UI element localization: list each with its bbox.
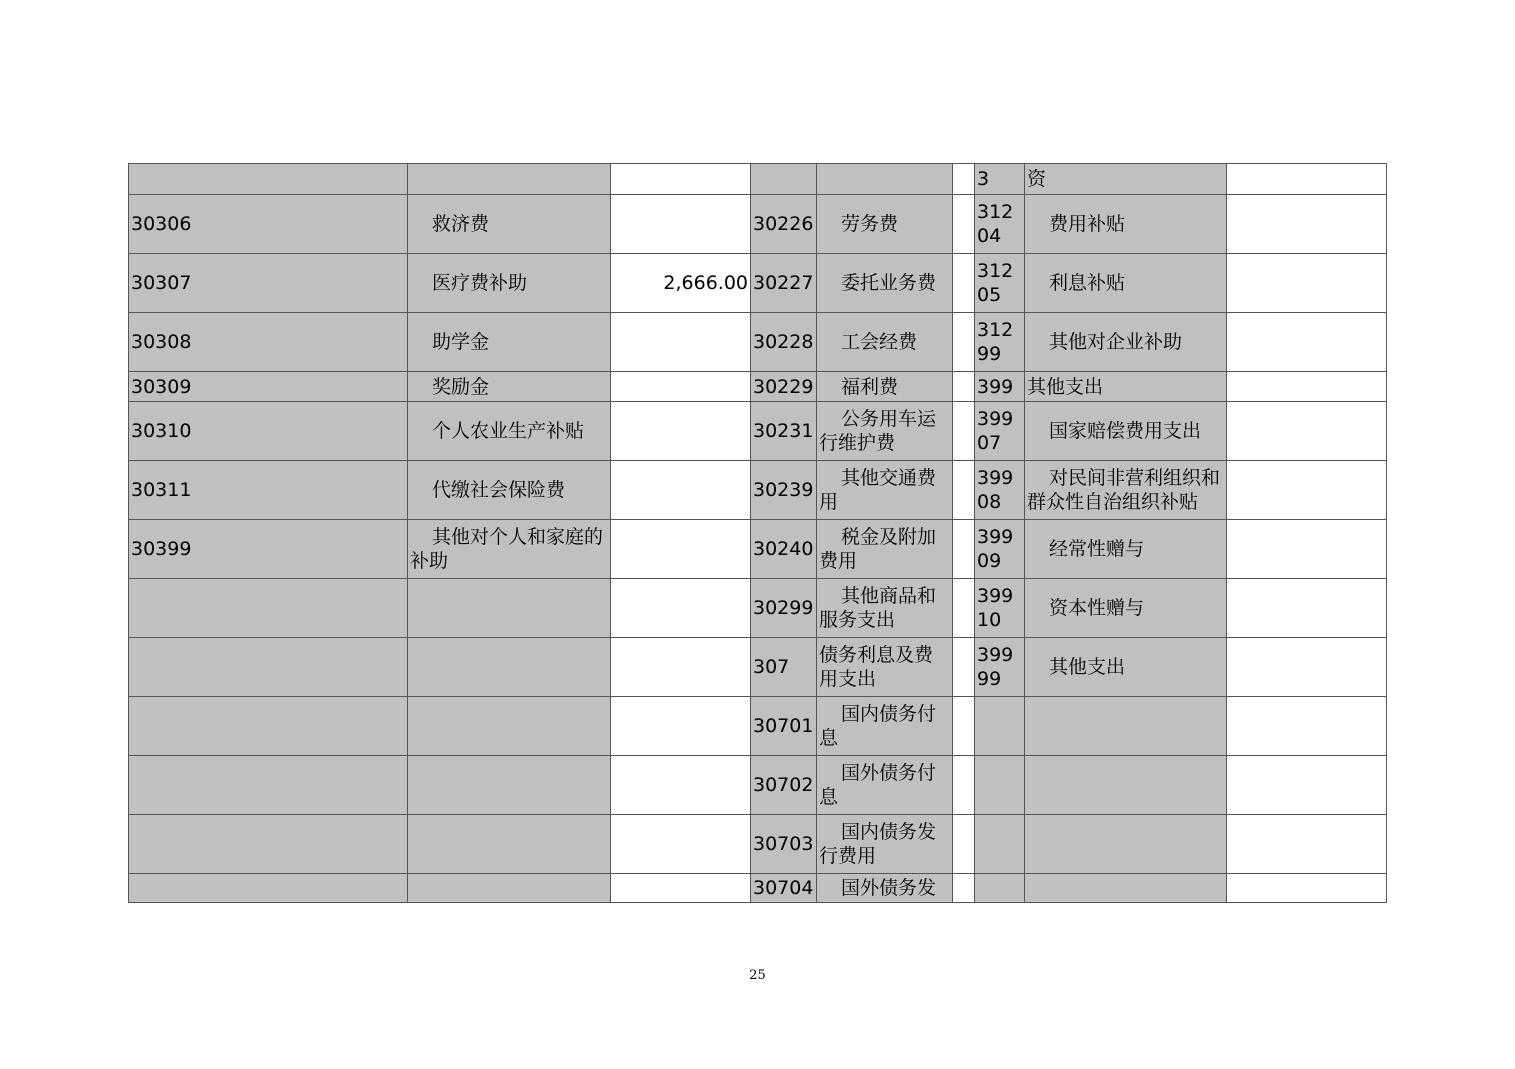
amount-cell <box>1227 461 1387 520</box>
amount-cell <box>611 697 751 756</box>
name-cell: 税金及附加费用 <box>817 520 953 579</box>
amount-cell <box>611 579 751 638</box>
code-cell <box>129 579 408 638</box>
code-cell: 30226 <box>751 195 817 254</box>
code-cell: 30231 <box>751 402 817 461</box>
code-cell: 30306 <box>129 195 408 254</box>
code-cell <box>129 815 408 874</box>
amount-cell <box>611 638 751 697</box>
table-row <box>129 372 1387 402</box>
code-cell <box>129 638 408 697</box>
code-cell: 31205 <box>975 254 1025 313</box>
table-row <box>129 579 1387 638</box>
name-cell: 其他商品和服务支出 <box>817 579 953 638</box>
name-cell <box>408 815 611 874</box>
name-cell: 其他支出 <box>1025 638 1227 697</box>
amount-cell <box>1227 254 1387 313</box>
budget-table <box>128 163 1387 903</box>
name-cell: 国外债务付息 <box>817 756 953 815</box>
name-cell: 个人农业生产补贴 <box>408 402 611 461</box>
amount-cell <box>953 164 975 195</box>
name-cell: 资 <box>1025 164 1227 195</box>
table-row <box>129 195 1387 254</box>
name-cell: 资本性赠与 <box>1025 579 1227 638</box>
code-cell: 39910 <box>975 579 1025 638</box>
amount-cell <box>1227 638 1387 697</box>
name-cell: 国外债务发 <box>817 874 953 903</box>
amount-cell <box>953 402 975 461</box>
code-cell: 399 <box>975 372 1025 402</box>
amount-cell <box>611 815 751 874</box>
code-cell: 39999 <box>975 638 1025 697</box>
code-cell: 30310 <box>129 402 408 461</box>
name-cell <box>817 164 953 195</box>
name-cell <box>408 579 611 638</box>
amount-cell <box>1227 313 1387 372</box>
code-cell: 30228 <box>751 313 817 372</box>
amount-cell <box>953 579 975 638</box>
name-cell <box>1025 756 1227 815</box>
amount-cell <box>1227 579 1387 638</box>
table-row <box>129 254 1387 313</box>
amount-cell <box>611 874 751 903</box>
code-cell: 30701 <box>751 697 817 756</box>
code-cell: 30299 <box>751 579 817 638</box>
name-cell: 其他对个人和家庭的补助 <box>408 520 611 579</box>
amount-cell <box>611 164 751 195</box>
amount-cell <box>953 254 975 313</box>
amount-cell <box>611 520 751 579</box>
amount-cell <box>1227 874 1387 903</box>
code-cell: 30227 <box>751 254 817 313</box>
code-cell: 30240 <box>751 520 817 579</box>
amount-cell <box>1227 164 1387 195</box>
name-cell: 奖励金 <box>408 372 611 402</box>
name-cell <box>408 638 611 697</box>
code-cell <box>129 756 408 815</box>
name-cell: 其他对企业补助 <box>1025 313 1227 372</box>
code-cell <box>129 874 408 903</box>
name-cell: 公务用车运行维护费 <box>817 402 953 461</box>
amount-cell <box>611 402 751 461</box>
code-cell: 30399 <box>129 520 408 579</box>
amount-cell <box>953 313 975 372</box>
table-row <box>129 815 1387 874</box>
code-cell: 30307 <box>129 254 408 313</box>
code-cell: 30703 <box>751 815 817 874</box>
name-cell <box>408 164 611 195</box>
code-cell: 39907 <box>975 402 1025 461</box>
table-row <box>129 313 1387 372</box>
name-cell: 医疗费补助 <box>408 254 611 313</box>
code-cell: 3 <box>975 164 1025 195</box>
code-cell <box>975 815 1025 874</box>
table-row <box>129 697 1387 756</box>
amount-cell <box>953 195 975 254</box>
amount-cell <box>953 815 975 874</box>
amount-cell <box>953 461 975 520</box>
name-cell <box>408 697 611 756</box>
code-cell: 31299 <box>975 313 1025 372</box>
code-cell: 39909 <box>975 520 1025 579</box>
code-cell: 30309 <box>129 372 408 402</box>
name-cell: 利息补贴 <box>1025 254 1227 313</box>
name-cell <box>408 756 611 815</box>
name-cell: 经常性赠与 <box>1025 520 1227 579</box>
code-cell <box>975 756 1025 815</box>
amount-cell <box>1227 520 1387 579</box>
name-cell: 债务利息及费用支出 <box>817 638 953 697</box>
amount-cell <box>1227 195 1387 254</box>
code-cell: 30229 <box>751 372 817 402</box>
amount-cell <box>1227 402 1387 461</box>
code-cell <box>751 164 817 195</box>
amount-cell: 2,666.00 <box>611 254 751 313</box>
table-row <box>129 638 1387 697</box>
code-cell: 39908 <box>975 461 1025 520</box>
amount-cell <box>611 313 751 372</box>
code-cell <box>975 874 1025 903</box>
amount-cell <box>953 756 975 815</box>
amount-cell <box>611 756 751 815</box>
name-cell: 劳务费 <box>817 195 953 254</box>
name-cell <box>1025 874 1227 903</box>
code-cell <box>975 697 1025 756</box>
amount-cell <box>1227 372 1387 402</box>
name-cell: 其他支出 <box>1025 372 1227 402</box>
name-cell <box>1025 697 1227 756</box>
table-row <box>129 402 1387 461</box>
name-cell: 委托业务费 <box>817 254 953 313</box>
name-cell: 国内债务付息 <box>817 697 953 756</box>
name-cell <box>1025 815 1227 874</box>
amount-cell <box>953 372 975 402</box>
table-row <box>129 756 1387 815</box>
name-cell: 对民间非营利组织和群众性自治组织补贴 <box>1025 461 1227 520</box>
code-cell: 31204 <box>975 195 1025 254</box>
table-row <box>129 164 1387 195</box>
amount-cell <box>611 461 751 520</box>
name-cell: 国内债务发行费用 <box>817 815 953 874</box>
code-cell: 30311 <box>129 461 408 520</box>
name-cell <box>408 874 611 903</box>
code-cell: 307 <box>751 638 817 697</box>
name-cell: 助学金 <box>408 313 611 372</box>
name-cell: 救济费 <box>408 195 611 254</box>
amount-cell <box>611 372 751 402</box>
code-cell: 30239 <box>751 461 817 520</box>
name-cell: 其他交通费用 <box>817 461 953 520</box>
table-row <box>129 874 1387 903</box>
name-cell: 代缴社会保险费 <box>408 461 611 520</box>
name-cell: 福利费 <box>817 372 953 402</box>
amount-cell <box>1227 697 1387 756</box>
table-row <box>129 461 1387 520</box>
amount-cell <box>1227 815 1387 874</box>
code-cell <box>129 697 408 756</box>
code-cell: 30308 <box>129 313 408 372</box>
name-cell: 费用补贴 <box>1025 195 1227 254</box>
name-cell: 工会经费 <box>817 313 953 372</box>
amount-cell <box>953 874 975 903</box>
amount-cell <box>953 520 975 579</box>
amount-cell <box>953 638 975 697</box>
amount-cell <box>1227 756 1387 815</box>
table-row <box>129 520 1387 579</box>
amount-cell <box>611 195 751 254</box>
name-cell: 国家赔偿费用支出 <box>1025 402 1227 461</box>
amount-cell <box>953 697 975 756</box>
page-number: 25 <box>749 968 766 983</box>
code-cell: 30702 <box>751 756 817 815</box>
code-cell: 30704 <box>751 874 817 903</box>
code-cell <box>129 164 408 195</box>
